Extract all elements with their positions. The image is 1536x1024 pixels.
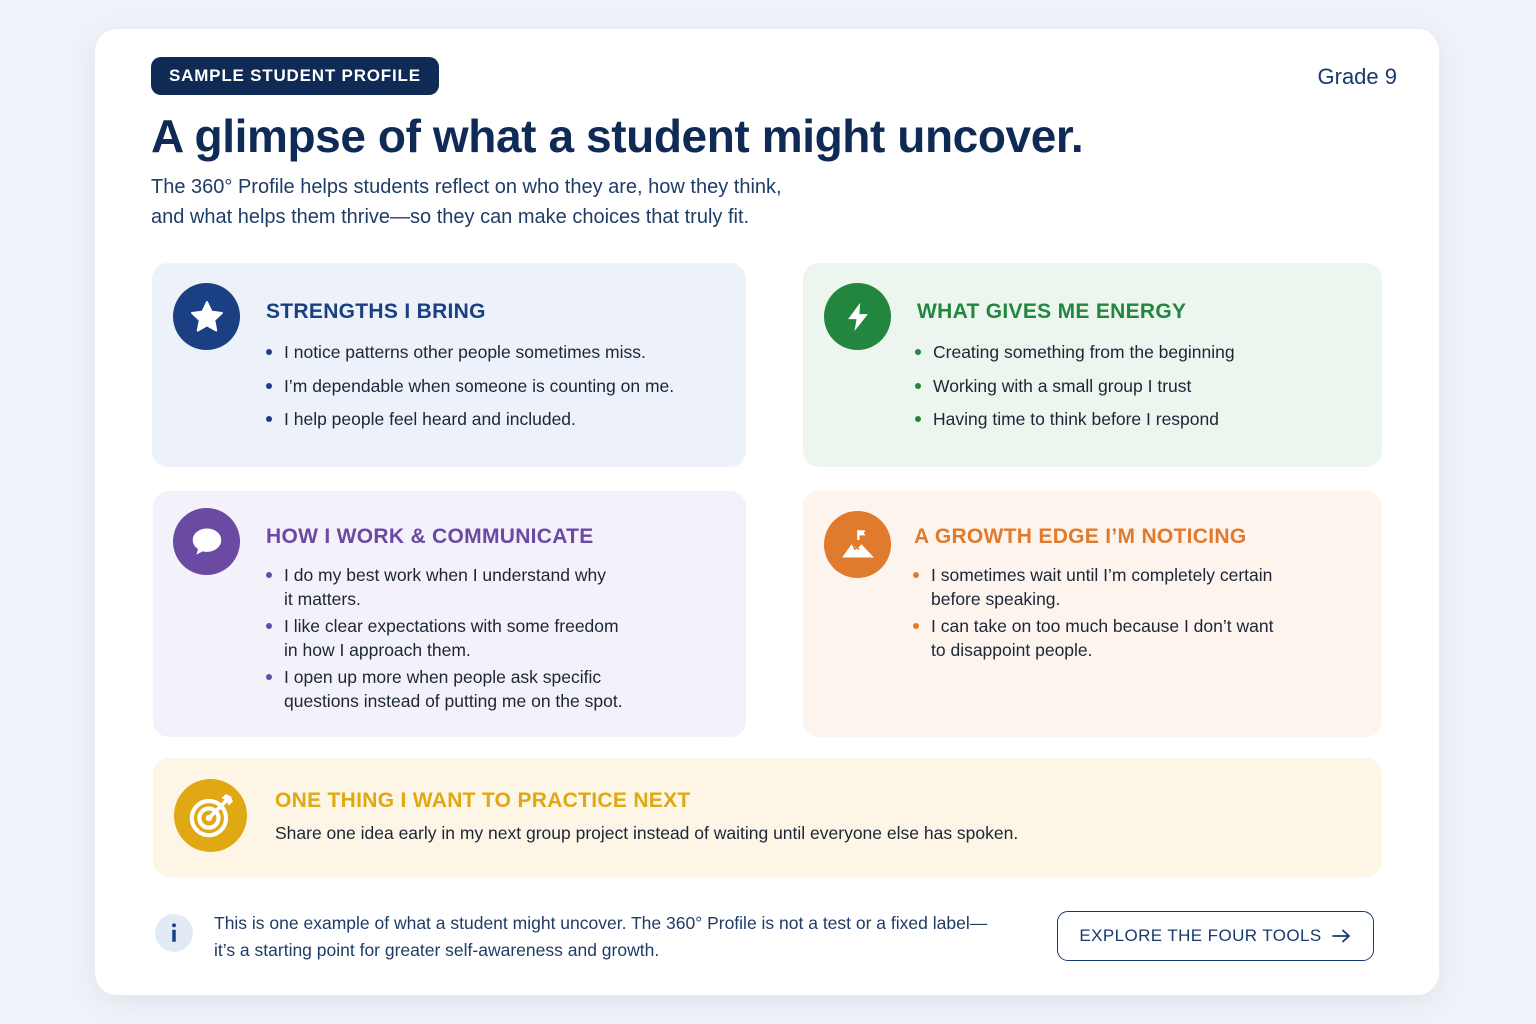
list-item: I help people feel heard and included. xyxy=(266,407,726,431)
work-communicate-list xyxy=(266,563,716,716)
strengths-title: STRENGTHS I BRING xyxy=(266,300,486,323)
list-item: Creating something from the beginning xyxy=(915,340,1355,364)
practice-next-text: Share one idea early in my next group project instead of waiting until everyone else has spoken. xyxy=(275,823,1019,843)
page-title: A glimpse of what a student might uncover. xyxy=(151,110,1084,162)
energy-title: WHAT GIVES ME ENERGY xyxy=(917,300,1187,323)
growth-edge-list xyxy=(913,563,1363,665)
footer-note xyxy=(214,910,1034,964)
intro-text xyxy=(151,172,851,232)
list-item: Working with a small group I trust xyxy=(915,374,1355,398)
energy-list xyxy=(915,340,1355,441)
work-communicate-title: HOW I WORK & COMMUNICATE xyxy=(266,525,594,548)
list-item: I’m dependable when someone is counting on me. xyxy=(266,374,726,398)
list-item: I can take on too much because I don’t want to disappoint people. xyxy=(913,614,1363,662)
grade-label: Grade 9 xyxy=(1317,64,1397,89)
list-item: I do my best work when I understand why it matters. xyxy=(266,563,716,611)
strengths-list xyxy=(266,340,726,441)
intro-line: The 360° Profile helps students reflect on who they are, how they think, xyxy=(151,176,782,198)
arrow-right-icon xyxy=(1332,929,1352,943)
speech-bubble-icon xyxy=(173,508,240,575)
intro-line: and what helps them thrive—so they can make choices that truly fit. xyxy=(151,206,750,228)
target-icon xyxy=(174,779,247,852)
star-icon xyxy=(173,283,240,350)
list-item: I like clear expectations with some freedom in how I approach them. xyxy=(266,614,716,662)
sample-profile-badge: SAMPLE STUDENT PROFILE xyxy=(151,57,439,95)
practice-next-title: ONE THING I WANT TO PRACTICE NEXT xyxy=(275,789,691,812)
list-item: Having time to think before I respond xyxy=(915,407,1355,431)
mountain-flag-icon xyxy=(824,511,891,578)
footer-note-line: it’s a starting point for greater self-awareness and growth. xyxy=(214,940,660,960)
growth-edge-title: A GROWTH EDGE I’M NOTICING xyxy=(914,525,1247,548)
explore-tools-button[interactable] xyxy=(1057,911,1374,961)
list-item: I sometimes wait until I’m completely certain before speaking. xyxy=(913,563,1363,611)
lightning-bolt-icon xyxy=(824,283,891,350)
list-item: I open up more when people ask specific questions instead of putting me on the spot. xyxy=(266,665,716,713)
list-item: I notice patterns other people sometimes miss. xyxy=(266,340,726,364)
explore-tools-label: EXPLORE THE FOUR TOOLS xyxy=(1079,926,1322,945)
info-icon xyxy=(155,914,193,952)
practice-next-card xyxy=(153,758,1382,877)
footer-note-line: This is one example of what a student might uncover. The 360° Profile is not a test or a fixed label— xyxy=(214,913,988,933)
